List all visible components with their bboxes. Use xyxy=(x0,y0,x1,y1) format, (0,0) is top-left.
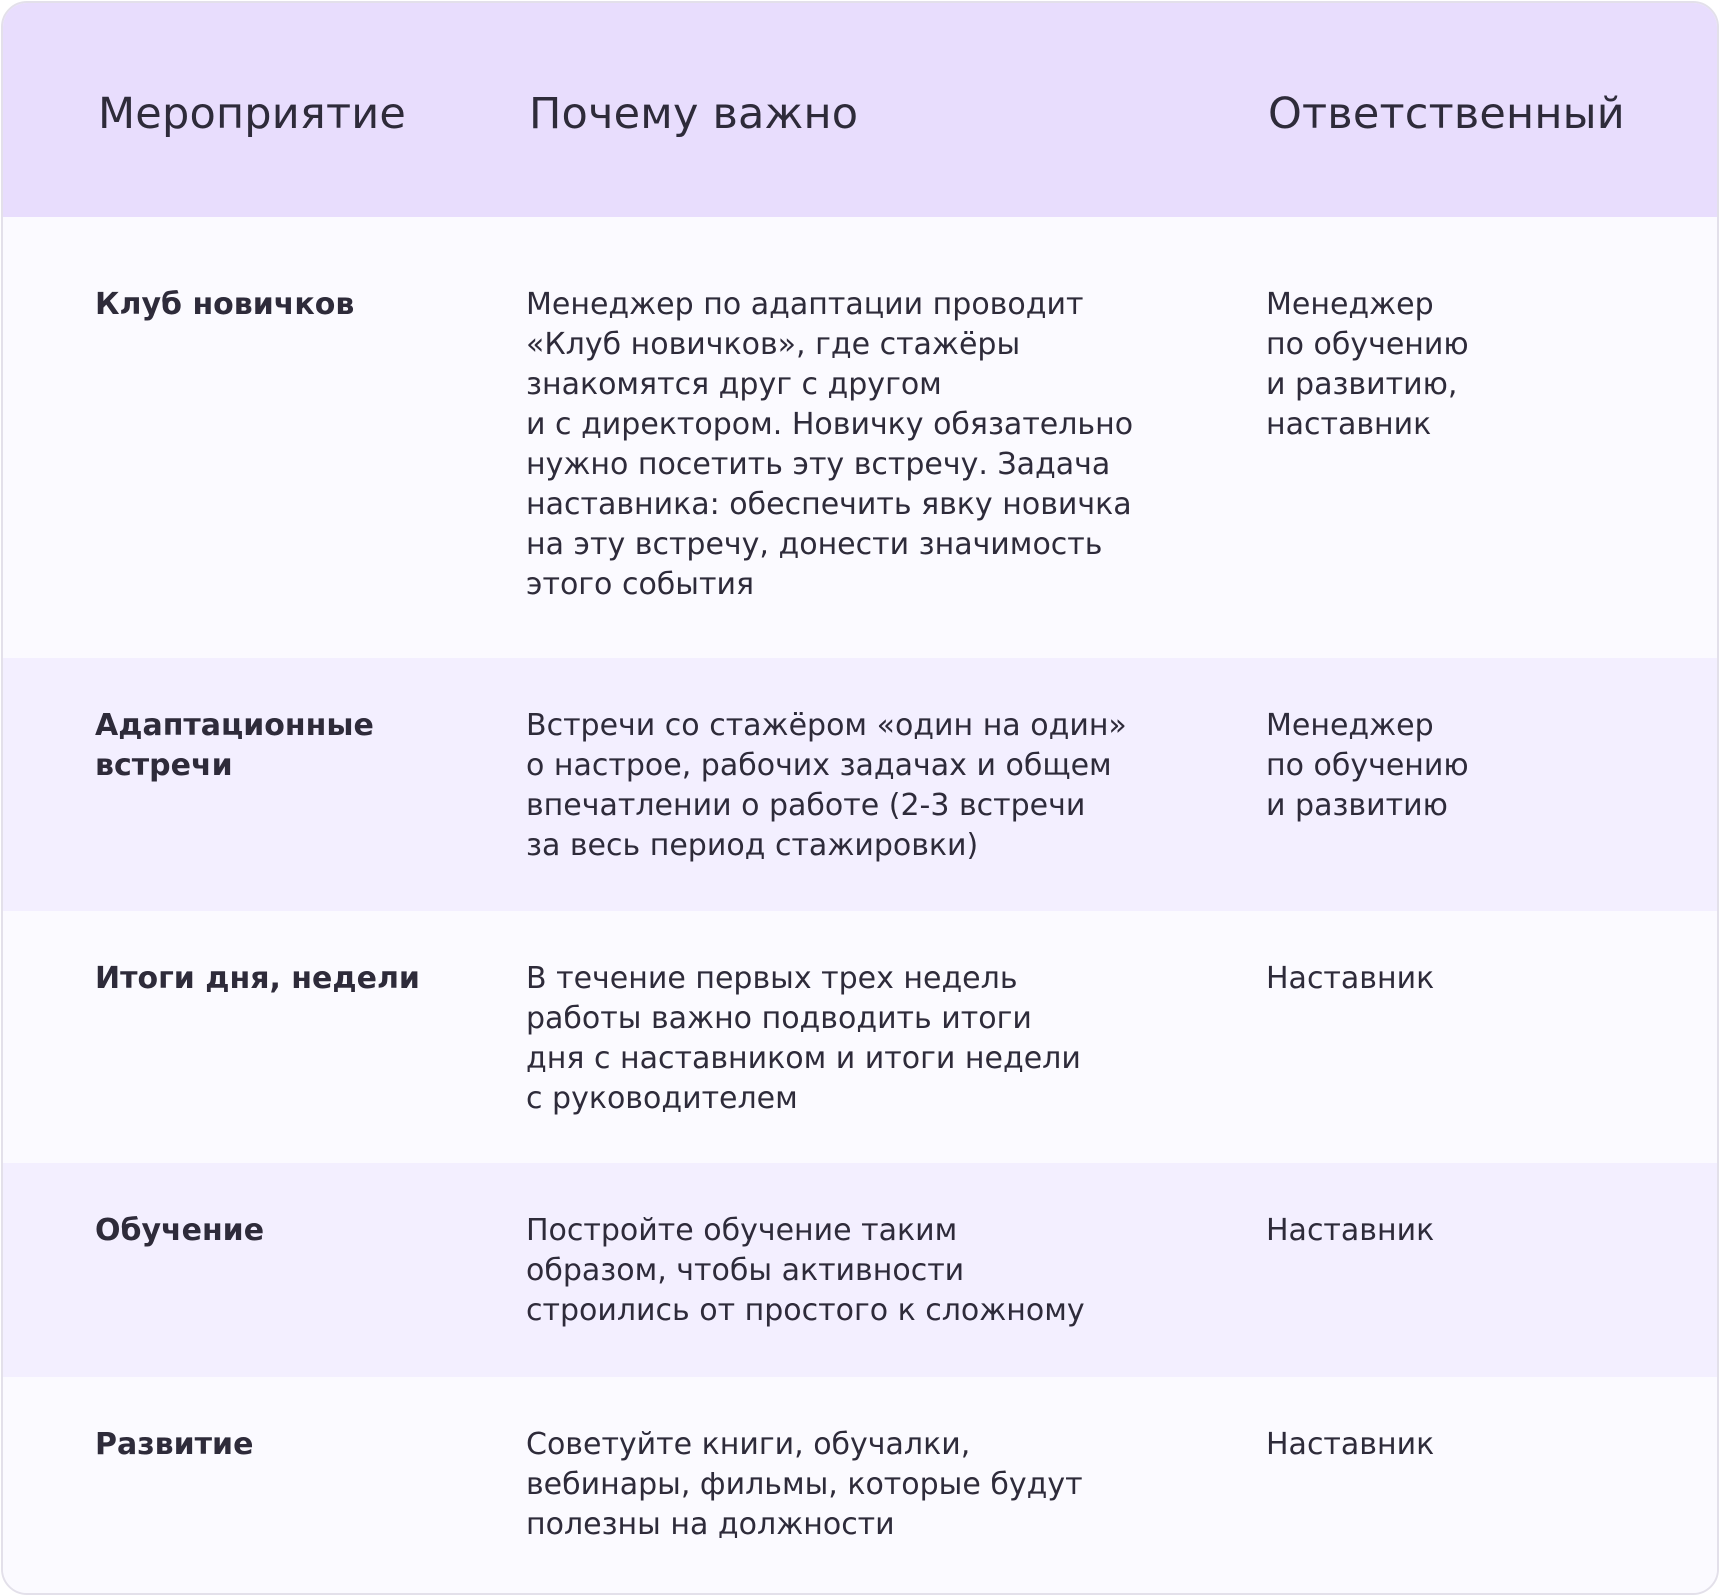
owner-cell: Наставник xyxy=(1266,1213,1435,1248)
header-why-important: Почему важно xyxy=(529,89,859,139)
owner-cell: Менеджер по обучению и развитию, наставник xyxy=(1266,287,1469,442)
event-cell: Развитие xyxy=(95,1427,254,1462)
table-card xyxy=(1,1,1719,1595)
event-cell: Обучение xyxy=(95,1213,265,1248)
event-cell: Итоги дня, недели xyxy=(95,961,420,996)
owner-cell: Наставник xyxy=(1266,961,1435,996)
why-cell: Менеджер по адаптации проводит «Клуб новичков», где стажёры знакомятся друг с другом и с директором. Новичку обязательно нужно посетить эту встречу. Задача наставника: обеспечить явку новичка на эту встречу, донести значимость этого события xyxy=(526,287,1134,602)
why-cell: Советуйте книги, обучалки, вебинары, фильмы, которые будут полезны на должности xyxy=(526,1427,1083,1542)
table-row xyxy=(3,1163,1717,1377)
table-row xyxy=(3,1377,1717,1595)
header-responsible: Ответственный xyxy=(1268,89,1625,139)
table-row xyxy=(3,217,1717,658)
why-cell: Встречи со стажёром «один на один» о настрое, рабочих задачах и общем впечатлении о работе (2-3 встречи за весь период стажировки) xyxy=(526,708,1127,863)
why-cell: В течение первых трех недель работы важно подводить итоги дня с наставником и итоги недели с руководителем xyxy=(526,961,1081,1116)
owner-cell: Менеджер по обучению и развитию xyxy=(1266,708,1469,823)
why-cell: Постройте обучение таким образом, чтобы активности строились от простого к сложному xyxy=(526,1213,1085,1328)
owner-cell: Наставник xyxy=(1266,1427,1435,1462)
table-row xyxy=(3,658,1717,911)
table-row xyxy=(3,911,1717,1163)
table-header xyxy=(3,3,1717,217)
event-cell: Клуб новичков xyxy=(95,287,355,322)
header-event: Мероприятие xyxy=(98,89,407,139)
event-cell: Адаптационные встречи xyxy=(95,708,374,783)
